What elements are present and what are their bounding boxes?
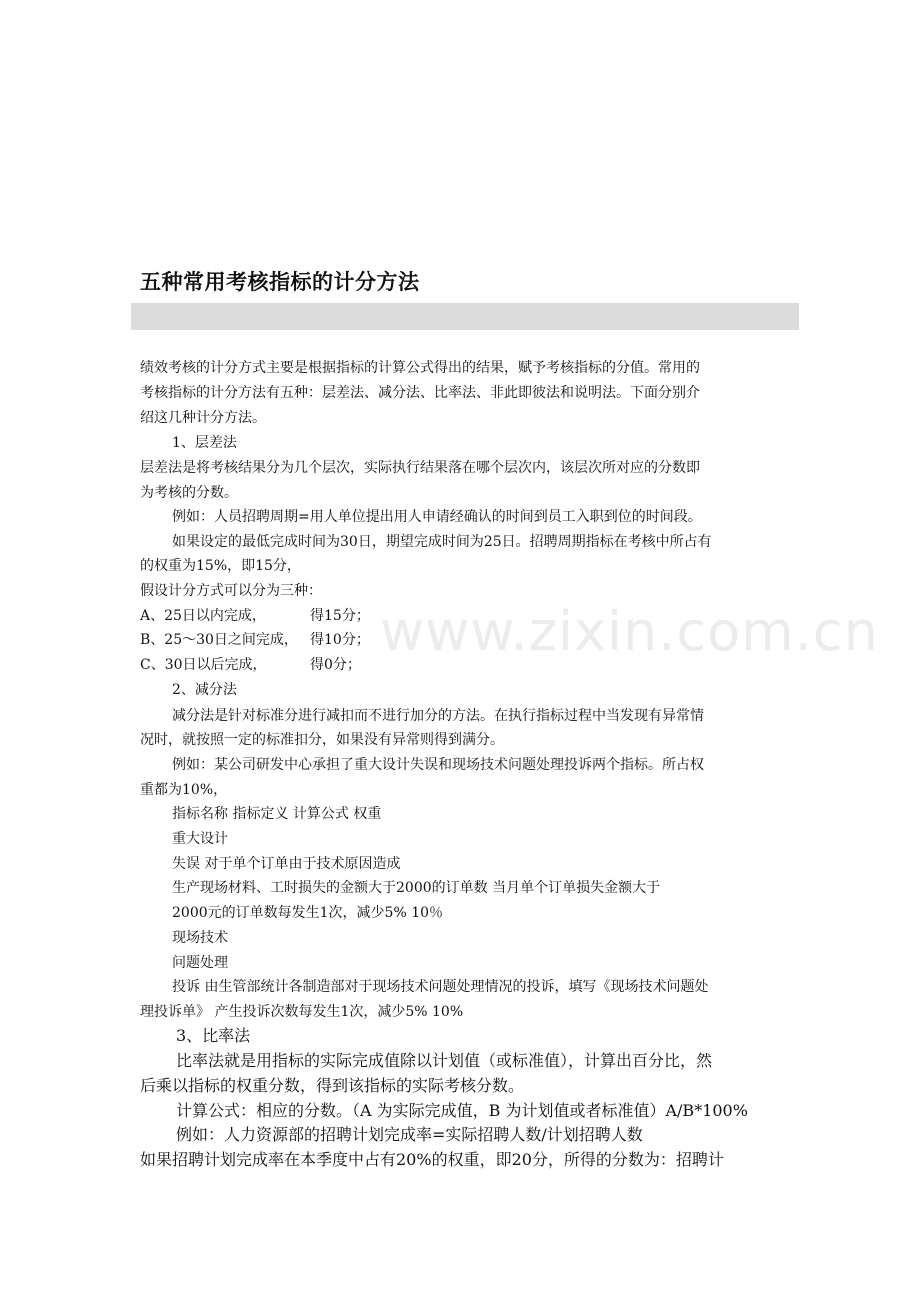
paragraph-line: 比率法就是用指标的实际完成值除以计划值（或标准值），计算出百分比，然 bbox=[176, 1051, 713, 1070]
option-a-label: A、25日以内完成， bbox=[140, 608, 266, 624]
paragraph-line: 如果设定的最低完成时间为30日，期望完成时间为25日。招聘周期指标在考核中所占有 bbox=[172, 534, 712, 550]
option-b-label: B、25～30日之间完成， bbox=[140, 632, 298, 648]
table-line: 理投诉单》 产生投诉次数每发生1次，减少5% 10% bbox=[140, 1004, 464, 1020]
paragraph-line: 假设计分方式可以分为三种： bbox=[140, 583, 322, 599]
table-line: 重大设计 bbox=[172, 831, 228, 847]
section-heading: 3、比率法 bbox=[176, 1026, 251, 1045]
table-line: 投诉 由生管部统计各制造部对于现场技术问题处理情况的投诉，填写《现场技术问题处 bbox=[172, 979, 709, 995]
paragraph-line: 如果招聘计划完成率在本季度中占有20%的权重，即20分，所得的分数为：招聘计 bbox=[140, 1150, 724, 1169]
table-line: 2000元的订单数每发生1次，减少5% 10％ bbox=[172, 905, 444, 921]
paragraph-line: 例如：人员招聘周期=用人单位提出用人申请经确认的时间到员工入职到位的时间段。 bbox=[172, 509, 702, 525]
formula-line: 计算公式：相应的分数。（A 为实际完成值，B 为计划值或者标准值）A/B*100% bbox=[176, 1101, 748, 1120]
paragraph-line: 后乘以指标的权重分数，得到该指标的实际考核分数。 bbox=[140, 1076, 525, 1095]
paragraph-line: 重都为10%， bbox=[140, 782, 228, 798]
paragraph-line: 况时，就按照一定的标准扣分，如果没有异常则得到满分。 bbox=[140, 732, 504, 748]
paragraph-line: 例如：某公司研发中心承担了重大设计失误和现场技术问题处理投诉两个指标。所占权 bbox=[172, 757, 704, 773]
paragraph-line: 的权重为15%，即15分， bbox=[140, 558, 301, 574]
paragraph-line: 减分法是针对标准分进行减扣而不进行加分的方法。在执行指标过程中当发现有异常情 bbox=[172, 708, 704, 724]
option-a-score: 得15分； bbox=[310, 608, 370, 624]
table-line: 失误 对于单个订单由于技术原因造成 bbox=[172, 856, 401, 872]
table-header-line: 指标名称 指标定义 计算公式 权重 bbox=[172, 806, 382, 822]
paragraph-line: 例如：人力资源部的招聘计划完成率=实际招聘人数/计划招聘人数 bbox=[176, 1125, 643, 1144]
paragraph-line: 考核指标的计分方法有五种：层差法、减分法、比率法、非此即彼法和说明法。下面分别介 bbox=[140, 385, 700, 401]
option-c-score: 得0分； bbox=[310, 657, 361, 673]
table-line: 生产现场材料、工时损失的金额大于2000的订单数 当月单个订单损失金额大于 bbox=[172, 880, 661, 896]
watermark: www.zixin.com.cn bbox=[380, 600, 879, 663]
table-line: 现场技术 bbox=[172, 930, 228, 946]
paragraph-line: 绩效考核的计分方式主要是根据指标的计算公式得出的结果，赋予考核指标的分值。常用的 bbox=[140, 360, 700, 376]
paragraph-line: 为考核的分数。 bbox=[140, 485, 238, 501]
option-c-label: C、30日以后完成， bbox=[140, 657, 267, 673]
title-divider-bar bbox=[131, 303, 799, 330]
section-heading: 1、层差法 bbox=[172, 435, 237, 451]
paragraph-line: 层差法是将考核结果分为几个层次，实际执行结果落在哪个层次内，该层次所对应的分数即 bbox=[140, 460, 700, 476]
option-b-score: 得10分； bbox=[310, 632, 370, 648]
section-heading: 2、减分法 bbox=[172, 682, 237, 698]
paragraph-line: 绍这几种计分方法。 bbox=[140, 410, 266, 426]
document-title: 五种常用考核指标的计分方法 bbox=[140, 270, 420, 294]
table-line: 问题处理 bbox=[172, 955, 228, 971]
